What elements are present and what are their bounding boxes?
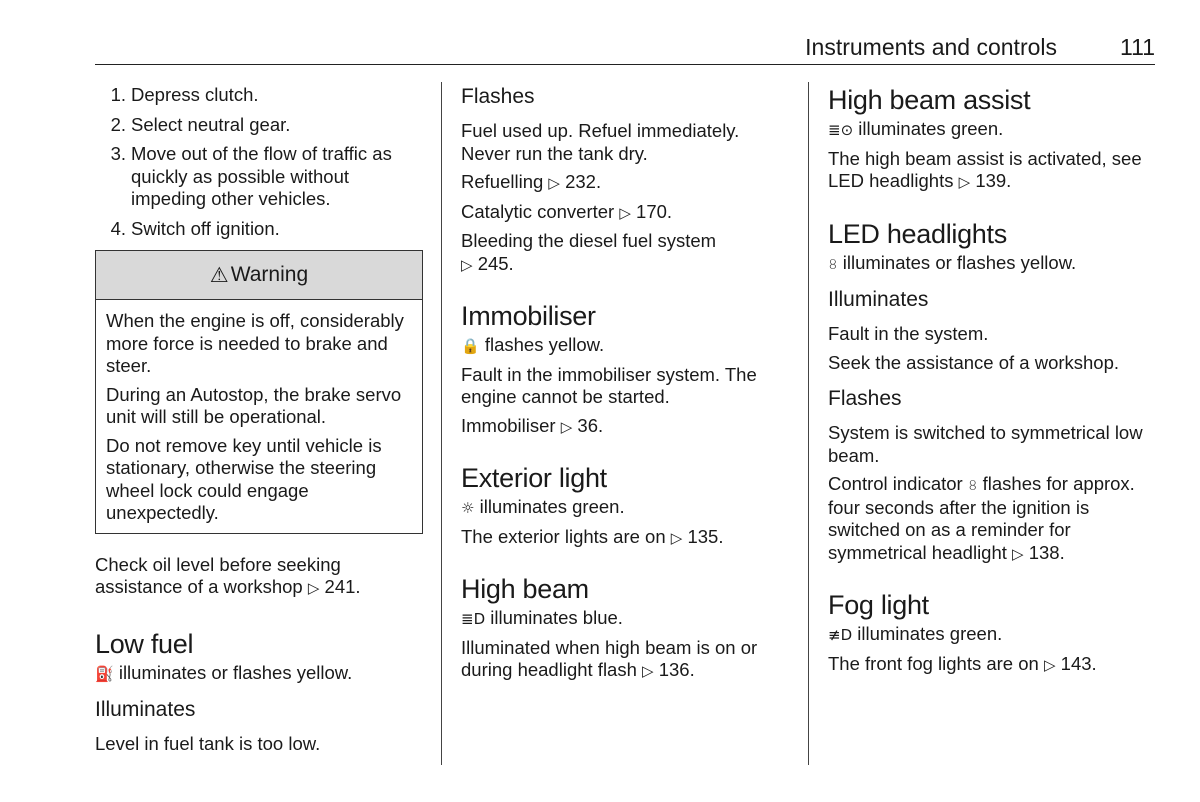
page-ref[interactable]: 245.	[477, 252, 514, 274]
exterior-light-icon: ☼	[461, 499, 475, 517]
section-heading-high-beam: High beam	[461, 574, 589, 604]
page-ref-icon: ▷	[1043, 655, 1056, 674]
page-ref[interactable]: 232.	[565, 171, 602, 192]
page-ref-icon: ▷	[461, 255, 473, 274]
subheading-flashes: Flashes	[828, 387, 902, 410]
list-item: 4. Switch off ignition.	[110, 217, 280, 239]
subheading-illuminates: Illuminates	[828, 288, 929, 311]
low-fuel-status: ⛽ illuminates or flashes yellow.	[95, 661, 353, 683]
page-number: 111	[1120, 34, 1155, 60]
column-2	[461, 84, 791, 683]
bleeding-ref: Bleeding the diesel fuel system ▷ 245.	[461, 230, 717, 274]
section-heading-led-headlights: LED headlights	[828, 218, 1007, 249]
page-ref[interactable]: 139.	[975, 170, 1012, 191]
page-ref-icon: ▷	[1012, 544, 1024, 563]
list-item: 1. Depress clutch.	[110, 84, 259, 105]
catalytic-ref: Catalytic converter ▷ 170.	[461, 200, 673, 222]
car-lock-icon: 🔒	[461, 337, 480, 355]
page-header	[95, 30, 1155, 65]
section-heading-low-fuel: Low fuel	[95, 628, 194, 659]
fuel-pump-icon: ⛽	[95, 664, 114, 683]
fog-light-text: The front fog lights are on ▷ 143.	[828, 652, 1097, 674]
led-flashes-text: System is switched to symmetrical low beam.	[828, 422, 1143, 466]
column-divider	[808, 82, 809, 765]
high-beam-status: ≣D illuminates blue.	[461, 607, 623, 628]
page-ref-icon: ▷	[560, 417, 573, 436]
high-beam-icon: ≣D	[461, 610, 486, 628]
list-item: 2. Select neutral gear.	[110, 113, 291, 135]
warning-title: Warning	[230, 263, 309, 286]
fog-light-status: ≢D illuminates green.	[828, 623, 1003, 644]
led-headlight-fault-icon: 𝟾	[967, 476, 978, 494]
section-heading-fog-light: Fog light	[828, 590, 929, 620]
led-headlights-status: 𝟾 illuminates or flashes yellow.	[828, 251, 1077, 273]
page-ref[interactable]: 36.	[577, 414, 604, 436]
page-ref-icon: ▷	[958, 173, 971, 191]
high-beam-assist-text: The high beam assist is activated, see LED headlights ▷ 139.	[828, 147, 1142, 191]
page-ref[interactable]: 241.	[324, 576, 361, 597]
subheading-illuminates: Illuminates	[95, 698, 196, 721]
page-ref-icon: ▷	[642, 662, 654, 680]
section-heading-immobiliser: Immobiliser	[461, 301, 596, 331]
column-divider	[441, 82, 442, 765]
led-control-text: Control indicator 𝟾 flashes for approx. four seconds after the ignition is switched on as a reminder for symmetrical headlight ▷ 138.	[828, 473, 1135, 563]
exterior-light-text: The exterior lights are on ▷ 135.	[461, 525, 724, 547]
high-beam-assist-icon: ≣⊙	[828, 121, 854, 139]
warning-box	[95, 250, 423, 534]
low-fuel-illuminates-text: Level in fuel tank is too low.	[95, 733, 321, 754]
exterior-light-status: ☼ illuminates green.	[461, 496, 625, 517]
immobiliser-status: 🔒 flashes yellow.	[461, 334, 605, 355]
page-ref-icon: ▷	[548, 174, 560, 192]
refuelling-ref: Refuelling ▷ 232.	[461, 171, 602, 192]
immobiliser-text: Fault in the immobiliser system. The engine cannot be started.	[461, 363, 757, 407]
high-beam-assist-status: ≣⊙ illuminates green.	[828, 118, 1004, 139]
page-ref[interactable]: 170.	[636, 200, 673, 222]
page-ref-icon: ▷	[619, 203, 631, 222]
oil-check-text: Check oil level before seeking assistance of a workshop ▷ 241.	[95, 553, 361, 597]
page-ref[interactable]: 143.	[1060, 652, 1097, 674]
steps-list	[95, 84, 425, 240]
warning-body	[96, 300, 422, 533]
section-title: Instruments and controls	[805, 34, 1057, 60]
high-beam-text: Illuminated when high beam is on or during headlight flash ▷ 136.	[461, 636, 758, 680]
warning-triangle-icon: ⚠	[209, 263, 229, 287]
warning-paragraph: When the engine is off, considerably more force is needed to brake and steer.	[106, 310, 404, 376]
warning-paragraph: Do not remove key until vehicle is stationary, otherwise the steering wheel lock could engage unexpectedly.	[106, 434, 382, 523]
page-ref-icon: ▷	[670, 528, 683, 547]
fog-light-icon: ≢D	[828, 626, 853, 644]
warning-header	[96, 251, 422, 300]
column-3	[828, 84, 1158, 676]
list-item: 3. Move out of the flow of traffic as quickly as possible without impeding other vehicles.	[110, 143, 392, 209]
led-seek-text: Seek the assistance of a workshop.	[828, 351, 1120, 373]
page-ref-icon: ▷	[307, 579, 320, 597]
page-ref[interactable]: 138.	[1028, 541, 1065, 563]
page-ref[interactable]: 135.	[687, 525, 724, 547]
immobiliser-ref: Immobiliser ▷ 36.	[461, 414, 604, 436]
led-fault-text: Fault in the system.	[828, 323, 989, 344]
warning-paragraph: During an Autostop, the brake servo unit will still be operational.	[106, 383, 402, 427]
section-heading-exterior-light: Exterior light	[461, 463, 607, 493]
subheading-flashes: Flashes	[461, 85, 535, 108]
flashes-text: Fuel used up. Refuel immediately. Never run the tank dry.	[461, 120, 740, 164]
section-heading-high-beam-assist: High beam assist	[828, 85, 1031, 115]
column-1	[95, 84, 425, 756]
led-headlight-fault-icon: 𝟾	[828, 254, 838, 273]
page-ref[interactable]: 136.	[658, 659, 695, 680]
